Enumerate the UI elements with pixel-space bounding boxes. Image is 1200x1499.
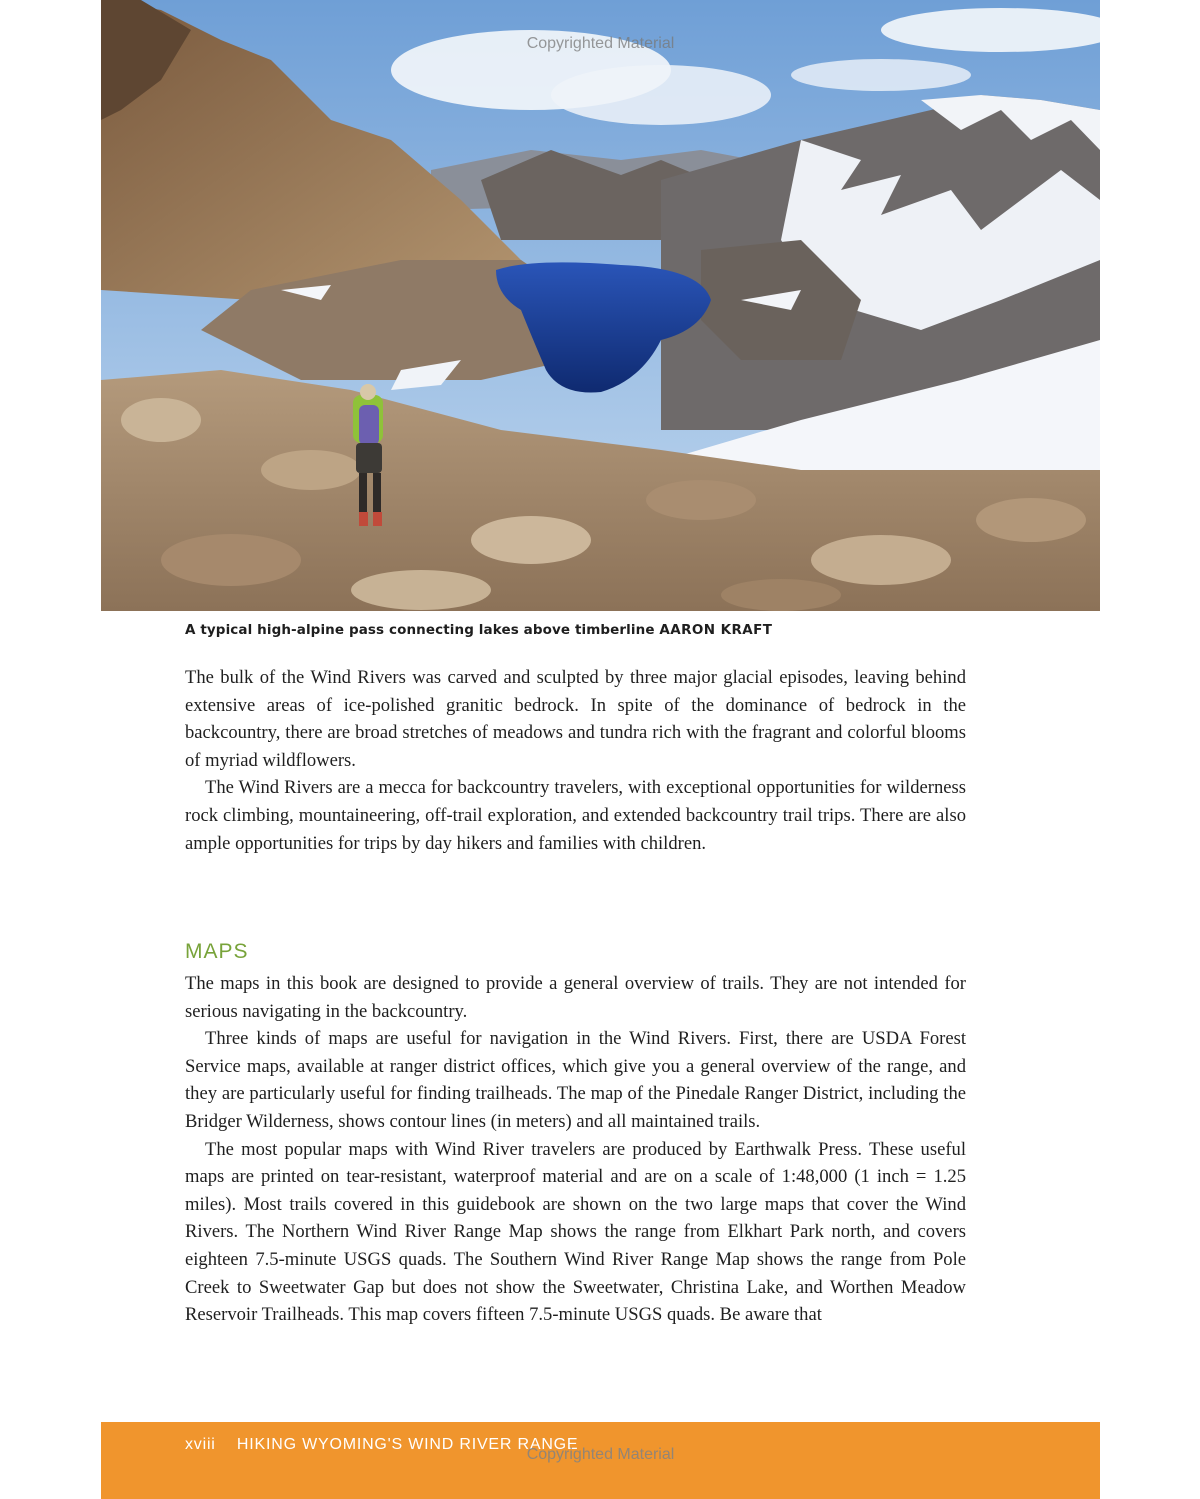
landscape-illustration [101,0,1100,611]
page-number: xviii [185,1436,216,1453]
page-footer [101,1422,1100,1499]
photo-credit: AARON KRAFT [659,622,773,638]
section-heading-maps: MAPS [185,940,249,963]
paragraph: The bulk of the Wind Rivers was carved and sculpted by three major glacial episodes, leaving behind extensive areas of ice-polished granitic bedrock. In spite of the dominance of bedrock in the backcountry, there are broad stretches of meadows and tundra rich with the fragrant and colorful blooms of myriad wildflowers. [185,667,966,771]
book-page [101,0,1100,1499]
watermark-top: Copyrighted Material [526,35,675,52]
photo-caption [185,622,1045,638]
paragraph: The maps in this book are designed to provide a general overview of trails. They are not intended for serious navigating in the backcountry. [185,973,966,1022]
book-title: HIKING WYOMING'S WIND RIVER RANGE [236,1436,579,1453]
paragraph: Three kinds of maps are useful for navigation in the Wind Rivers. First, there are USDA Forest Service maps, available at ranger district offices, which give you a general overview of the range, and they are particularly useful for finding trailheads. The map of the Pinedale Ranger District, including the Bridger Wilderness, shows contour lines (in meters) and all maintained trails. [185,1028,966,1132]
watermark-bottom: Copyrighted Material [526,1446,675,1463]
landscape-photo [101,0,1100,611]
caption-text: A typical high-alpine pass connecting lakes above timberline [185,622,655,638]
paragraph: The Wind Rivers are a mecca for backcountry travelers, with exceptional opportunities for wilderness rock climbing, mountaineering, off-trail exploration, and extended backcountry trail trips. There are also ample opportunities for trips by day hikers and families with children. [185,777,966,854]
intro-text [185,664,966,857]
maps-text [185,970,966,1329]
paragraph: The most popular maps with Wind River travelers are produced by Earthwalk Press. These useful maps are printed on tear-resistant, waterproof material and are on a scale of 1:48,000 (1 inch = 1.25 miles). Most trails covered in this guidebook are shown on the two large maps that cover the Wind Rivers. The Northern Wind River Range Map shows the range from Elkhart Park north, and covers eighteen 7.5-minute USGS quads. The Southern Wind River Range Map shows the range from Pole Creek to Sweetwater Gap but does not show the Sweetwater, Christina Lake, and Worthen Meadow Reservoir Trailheads. This map covers fifteen 7.5-minute USGS quads. Be aware that [185,1138,966,1326]
